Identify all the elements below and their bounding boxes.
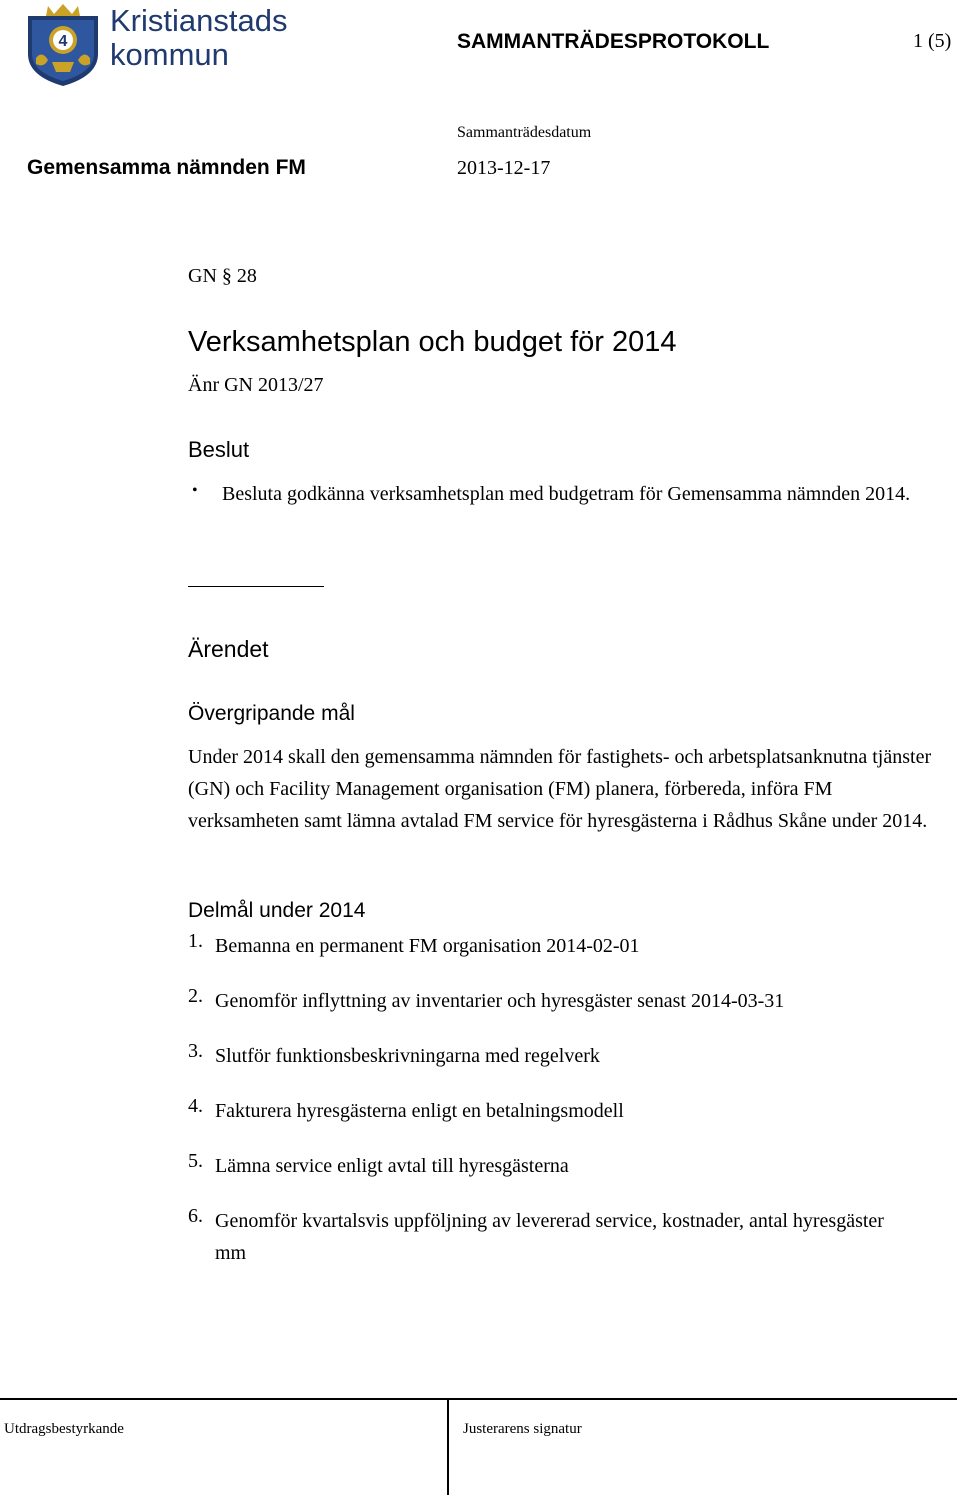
page-number: 1 (5): [913, 30, 952, 52]
footer-signature-label: Justerarens signatur: [463, 1421, 582, 1437]
goal-text: Genomför kvartalsvis uppföljning av levererad service, kostnader, antal hyresgäster mm: [215, 1210, 884, 1264]
goal-text: Genomför inflyttning av inventarier och hyresgäster senast 2014-03-31: [215, 990, 785, 1012]
goal-number: 1.: [188, 930, 203, 952]
municipal-coat-of-arms-icon: [22, 2, 104, 88]
goal-text: Bemanna en permanent FM organisation 2014-02-01: [215, 935, 640, 957]
goal-number: 5.: [188, 1150, 203, 1172]
matter-heading: Ärendet: [188, 636, 269, 662]
decision-heading: Beslut: [188, 437, 250, 462]
meeting-date: 2013-12-17: [457, 157, 551, 179]
overall-goal-text: Under 2014 skall den gemensamma nämnden för fastighets- och arbetsplatsanknutna tjänster (GN) och Facility Management organisation (FM) planera, förbereda, införa FM verksamheten samt lämna avtalad FM service för hyresgästerna i Rådhus Skåne under 2014.: [188, 746, 932, 832]
goal-number: 4.: [188, 1095, 203, 1117]
bullet-icon: •: [192, 482, 198, 499]
goal-text: Lämna service enligt avtal till hyresgästerna: [215, 1155, 569, 1177]
goal-number: 2.: [188, 985, 203, 1007]
page-title: Verksamhetsplan och budget för 2014: [188, 326, 677, 358]
diary-number: Änr GN 2013/27: [188, 374, 324, 396]
document-type: SAMMANTRÄDESPROTOKOLL: [457, 30, 770, 53]
paragraph-reference: GN § 28: [188, 265, 257, 287]
goal-text: Slutför funktionsbeskrivningarna med regelverk: [215, 1045, 600, 1067]
meeting-date-label: Sammanträdesdatum: [457, 124, 592, 141]
goal-number: 6.: [188, 1205, 203, 1227]
overall-goal-heading: Övergripande mål: [188, 702, 355, 725]
footer-divider: [0, 1398, 957, 1400]
subgoals-heading: Delmål under 2014: [188, 899, 366, 922]
municipality-logo: [22, 2, 104, 88]
brand-name-line2: kommun: [110, 37, 229, 72]
footer-column-divider: [447, 1398, 449, 1495]
brand-name-line1: Kristianstads: [110, 3, 288, 38]
committee-name: Gemensamma nämnden FM: [27, 156, 306, 179]
footer-certification-label: Utdragsbestyrkande: [4, 1421, 124, 1437]
goal-number: 3.: [188, 1040, 203, 1062]
section-divider: [188, 586, 324, 587]
decision-text: Besluta godkänna verksamhetsplan med budgetram för Gemensamma nämnden 2014.: [222, 483, 911, 505]
svg-text:4: 4: [58, 33, 68, 50]
goal-text: Fakturera hyresgästerna enligt en betalningsmodell: [215, 1100, 624, 1122]
